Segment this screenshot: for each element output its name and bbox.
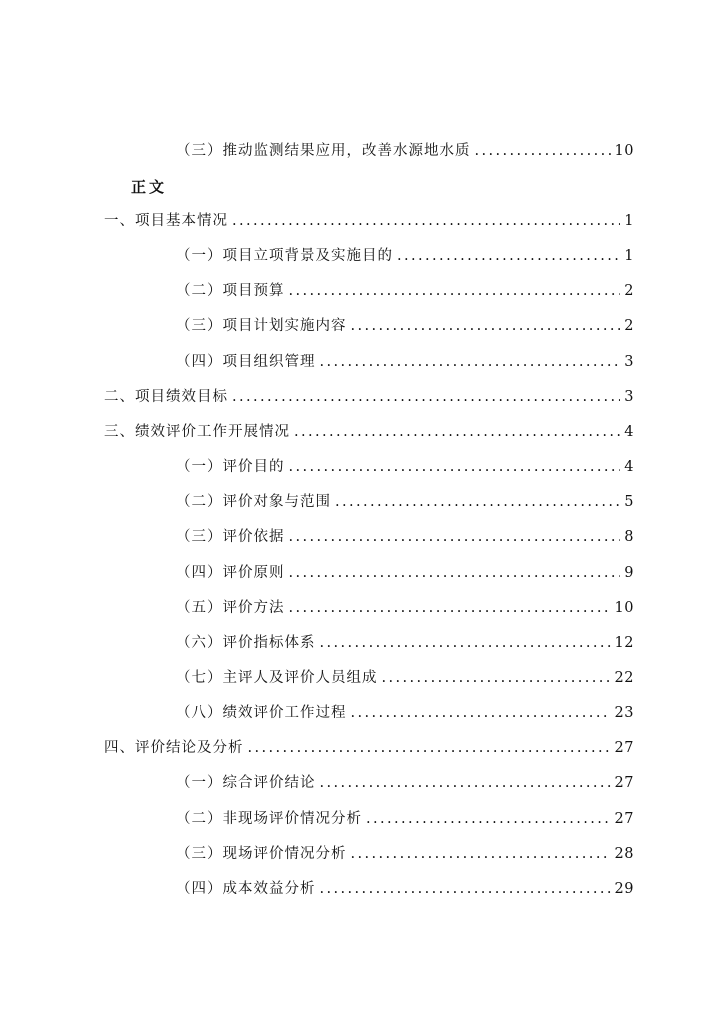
toc-row (176, 561, 634, 585)
toc-row (176, 807, 634, 831)
toc-entry-page: 27 (614, 775, 634, 791)
toc-entry-page: 12 (614, 635, 634, 651)
toc-entry-label: （四）评价原则 (176, 565, 285, 581)
toc-row (176, 771, 634, 795)
toc-leader-dots (335, 490, 620, 514)
toc-entry-label: （二）项目预算 (176, 283, 285, 299)
toc-row (176, 525, 634, 549)
toc-leader-dots (351, 701, 611, 725)
toc-row (104, 385, 634, 409)
toc-entry-label: （八）绩效评价工作过程 (176, 705, 347, 721)
toc-section-entry (0, 807, 724, 831)
toc-row (176, 314, 634, 338)
toc-entry-label: （二）评价对象与范围 (176, 494, 331, 510)
toc-entry-page: 1 (624, 213, 634, 229)
toc-section-entry (0, 877, 724, 901)
toc-leader-dots (320, 631, 611, 655)
toc-leader-dots (320, 771, 611, 795)
toc-row (176, 455, 634, 479)
toc-row (104, 209, 634, 233)
toc-entry-page: 29 (614, 881, 634, 897)
toc-entry-page: 1 (624, 248, 634, 264)
toc-chapter-entry (0, 736, 724, 760)
toc-leader-dots (351, 314, 621, 338)
toc-entry-page: 27 (614, 740, 634, 756)
toc-entry-page: 5 (624, 494, 634, 510)
toc-row (176, 842, 634, 866)
toc-leader-dots (320, 350, 621, 374)
toc-entry-label: （三）现场评价情况分析 (176, 846, 347, 862)
toc-entry-label: （一）项目立项背景及实施目的 (176, 248, 393, 264)
toc-entry-page: 10 (614, 600, 634, 616)
toc-entry-label: （三）推动监测结果应用，改善水源地水质 (176, 143, 471, 159)
toc-entry-label: 一、项目基本情况 (104, 213, 228, 229)
toc-entry-label: 四、评价结论及分析 (104, 740, 244, 756)
toc-entry-page: 3 (624, 354, 634, 370)
toc-section-entry (0, 701, 724, 725)
toc-leader-dots (475, 139, 611, 163)
toc-entry-page: 4 (624, 459, 634, 475)
toc-entry-label: （一）综合评价结论 (176, 775, 316, 791)
toc-entry-page: 9 (624, 565, 634, 581)
toc-row (176, 139, 634, 163)
toc-entry-page: 23 (614, 705, 634, 721)
toc-row (176, 701, 634, 725)
toc-leader-dots (248, 736, 611, 760)
toc-row (176, 596, 634, 620)
toc-entry-label: （六）评价指标体系 (176, 635, 316, 651)
toc-entry-page: 10 (614, 143, 634, 159)
toc-row (176, 631, 634, 655)
section-heading: 正文 (131, 178, 168, 196)
toc-entry-label: 二、项目绩效目标 (104, 389, 228, 405)
toc-entry-label: （三）评价依据 (176, 529, 285, 545)
toc-leader-dots (366, 807, 611, 831)
toc-leader-dots (289, 279, 621, 303)
toc-section-entry (0, 350, 724, 374)
toc-section-entry (0, 244, 724, 268)
toc-row (176, 350, 634, 374)
toc-leader-dots (382, 666, 611, 690)
toc-entry-page: 3 (624, 389, 634, 405)
toc-chapter-entry (0, 385, 724, 409)
toc-leader-dots (289, 561, 621, 585)
toc-entry-page: 8 (624, 529, 634, 545)
toc-leader-dots (289, 525, 621, 549)
toc-entry-label: （二）非现场评价情况分析 (176, 811, 362, 827)
toc-section-entry (0, 596, 724, 620)
toc-entry-page: 27 (614, 811, 634, 827)
toc-entry-label: （五）评价方法 (176, 600, 285, 616)
toc-row (176, 490, 634, 514)
toc-section-entry (0, 455, 724, 479)
toc-entry-label: （一）评价目的 (176, 459, 285, 475)
toc-section-entry (0, 525, 724, 549)
toc-chapter-entry (0, 420, 724, 444)
toc-row (176, 279, 634, 303)
toc-leader-dots (289, 455, 621, 479)
toc-leader-dots (351, 842, 611, 866)
toc-entry-label: （四）成本效益分析 (176, 881, 316, 897)
toc-row (104, 736, 634, 760)
toc-entry-page: 22 (614, 670, 634, 686)
toc-section-entry (0, 771, 724, 795)
toc-section-entry (0, 842, 724, 866)
toc-leader-dots (294, 420, 620, 444)
toc-section-entry (0, 666, 724, 690)
toc-leader-dots (232, 385, 620, 409)
toc-section-entry (0, 631, 724, 655)
toc-entry-label: （四）项目组织管理 (176, 354, 316, 370)
toc-entry-page: 4 (624, 424, 634, 440)
toc-section-entry (0, 561, 724, 585)
toc-row (104, 420, 634, 444)
toc-chapter-entry (0, 209, 724, 233)
toc-entry-page: 28 (614, 846, 634, 862)
toc-row (176, 877, 634, 901)
toc-leader-dots (320, 877, 611, 901)
toc-leader-dots (232, 209, 620, 233)
toc-entry-page: 2 (624, 283, 634, 299)
toc-entry-label: 三、绩效评价工作开展情况 (104, 424, 290, 440)
toc-entry-label: （三）项目计划实施内容 (176, 318, 347, 334)
toc-entry-label: （七）主评人及评价人员组成 (176, 670, 378, 686)
toc-section-entry (0, 279, 724, 303)
toc-entry (0, 139, 724, 163)
toc-leader-dots (397, 244, 620, 268)
toc-row (176, 244, 634, 268)
toc-section-entry (0, 490, 724, 514)
toc-row (176, 666, 634, 690)
toc-entry-page: 2 (624, 318, 634, 334)
toc-section-entry (0, 314, 724, 338)
toc-leader-dots (289, 596, 611, 620)
